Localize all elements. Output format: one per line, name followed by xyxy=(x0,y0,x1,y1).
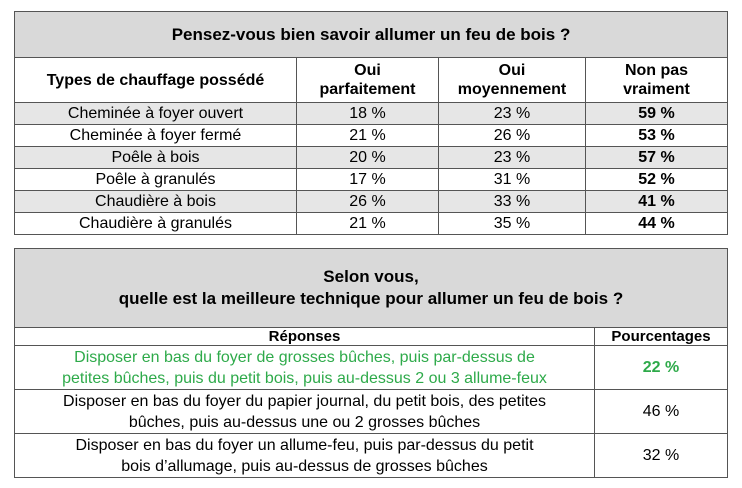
moyennement-cell: 31 % xyxy=(439,169,586,191)
answer-cell xyxy=(15,346,595,390)
header-non-pas-vraiment-l1: Non pas xyxy=(624,62,689,79)
answer-line1: Disposer en bas du foyer du papier journal, du petit bois, des petites xyxy=(63,392,546,410)
table-row xyxy=(15,390,728,434)
heating-type-cell: Poêle à bois xyxy=(15,147,297,169)
parfaitement-cell: 21 % xyxy=(297,125,439,147)
parfaitement-cell: 21 % xyxy=(297,213,439,235)
non-pas-vraiment-cell: 57 % xyxy=(586,147,728,169)
moyennement-cell: 33 % xyxy=(439,191,586,213)
parfaitement-cell: 17 % xyxy=(297,169,439,191)
header-heating-type: Types de chauffage possédé xyxy=(15,58,297,103)
parfaitement-cell: 26 % xyxy=(297,191,439,213)
non-pas-vraiment-cell: 59 % xyxy=(586,103,728,125)
parfaitement-cell: 18 % xyxy=(297,103,439,125)
non-pas-vraiment-cell: 53 % xyxy=(586,125,728,147)
answer-line2: bois d’allumage, puis au-dessus de grosses bûches xyxy=(121,457,488,475)
table2-title-l1: Selon vous, xyxy=(323,267,419,286)
heating-type-cell: Poêle à granulés xyxy=(15,169,297,191)
table-row xyxy=(15,147,728,169)
table-row xyxy=(15,169,728,191)
header-reponses: Réponses xyxy=(15,328,595,346)
moyennement-cell: 26 % xyxy=(439,125,586,147)
header-non-pas-vraiment xyxy=(586,58,728,103)
moyennement-cell: 35 % xyxy=(439,213,586,235)
answer-cell xyxy=(15,390,595,434)
header-pourcentages: Pourcentages xyxy=(595,328,728,346)
table2-title xyxy=(15,249,728,328)
percentage-cell: 46 % xyxy=(595,390,728,434)
heating-type-cell: Cheminée à foyer fermé xyxy=(15,125,297,147)
answer-line1: Disposer en bas du foyer de grosses bûches, puis par-dessus de xyxy=(74,348,535,366)
table1-title: Pensez-vous bien savoir allumer un feu de bois ? xyxy=(15,12,728,58)
answer-cell xyxy=(15,434,595,478)
header-oui-parfaitement xyxy=(297,58,439,103)
heating-type-cell: Chaudière à bois xyxy=(15,191,297,213)
non-pas-vraiment-cell: 44 % xyxy=(586,213,728,235)
header-oui-parfaitement-l2: parfaitement xyxy=(319,81,416,98)
header-oui-parfaitement-l1: Oui xyxy=(354,62,381,79)
percentage-cell: 22 % xyxy=(595,346,728,390)
moyennement-cell: 23 % xyxy=(439,147,586,169)
heating-knowledge-table xyxy=(14,11,728,235)
header-non-pas-vraiment-l2: vraiment xyxy=(623,81,690,98)
non-pas-vraiment-cell: 52 % xyxy=(586,169,728,191)
table-row xyxy=(15,346,728,390)
moyennement-cell: 23 % xyxy=(439,103,586,125)
table-row xyxy=(15,434,728,478)
non-pas-vraiment-cell: 41 % xyxy=(586,191,728,213)
answer-line2: bûches, puis au-dessus une ou 2 grosses bûches xyxy=(128,413,481,431)
header-oui-moyennement xyxy=(439,58,586,103)
table-row xyxy=(15,103,728,125)
heating-type-cell: Chaudière à granulés xyxy=(15,213,297,235)
heating-type-cell: Cheminée à foyer ouvert xyxy=(15,103,297,125)
table-row xyxy=(15,125,728,147)
table-row xyxy=(15,213,728,235)
table2-title-l2: quelle est la meilleure technique pour allumer un feu de bois ? xyxy=(118,289,624,308)
parfaitement-cell: 20 % xyxy=(297,147,439,169)
answer-line1: Disposer en bas du foyer un allume-feu, puis par-dessus du petit xyxy=(75,436,534,454)
percentage-cell: 32 % xyxy=(595,434,728,478)
answer-line2: petites bûches, puis du petit bois, puis au-dessus 2 ou 3 allume-feux xyxy=(62,369,547,387)
header-oui-moyennement-l1: Oui xyxy=(498,62,526,79)
table-row xyxy=(15,191,728,213)
technique-table xyxy=(14,248,728,478)
header-oui-moyennement-l2: moyennement xyxy=(457,81,567,98)
